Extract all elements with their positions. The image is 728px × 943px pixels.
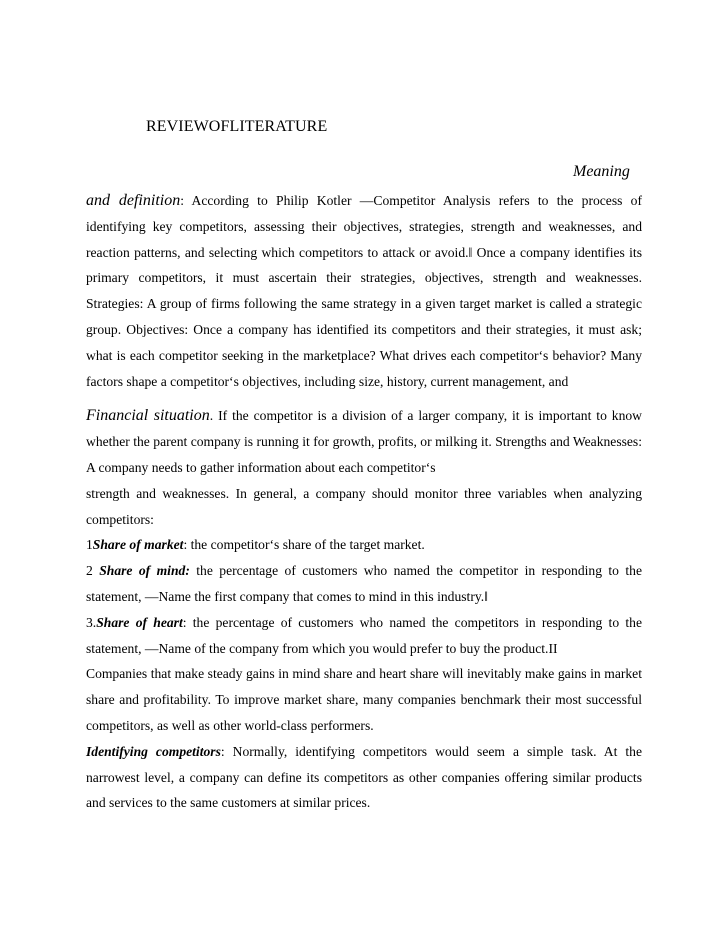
- item-text: the percentage of customers who named the competitor in responding to the statement, —Name the first company that comes to mind in this industry.‖: [86, 563, 642, 604]
- item-text: : the percentage of customers who named the competitors in responding to the statement, —Name of the company from which you would prefer to buy the product.II: [86, 614, 642, 656]
- item-number: 3.: [86, 614, 97, 630]
- item-number: 2: [86, 563, 100, 579]
- meaning-word: Meaning: [573, 163, 630, 180]
- paragraph-text: . If the competitor is a division of a larger company, it is important to know whether the parent company is running it for growth, profits, or milking it. Strengths and Weaknesses: A company needs to gather information about each competitor‘s: [86, 408, 643, 475]
- document-body: [86, 188, 642, 816]
- item-term: Identifying competitors: [86, 743, 221, 759]
- paragraph-text: : According to Philip Kotler —Competitor Analysis refers to the process of identifying key competitors, assessing their objectives, strategies, strength and weaknesses, and reaction patterns, and selecting which competitors to attack or avoid.‖ Once a company identifies its primary competitors, it must ascertain their strategies, objectives, strength and weaknesses. Strategies: A group of firms following the same strategy in a given target market is called a strategic group. Objectives: Once a company has identified its competitors and their strategies, it must ask; what is each competitor seeking in the marketplace? What drives each competitor‘s behavior? Many factors shape a competitor‘s objectives, including size, history, current management, and: [86, 193, 643, 389]
- item-term: Share of mind:: [99, 563, 190, 579]
- paragraph-financial: [86, 403, 642, 480]
- paragraph-definition: [86, 188, 642, 394]
- section-title: REVIEWOFLITERATURE: [146, 118, 328, 135]
- item-number: 1: [86, 537, 93, 553]
- item-term: Share of market: [92, 537, 184, 553]
- paragraph-identifying: [86, 739, 642, 816]
- item-term: Share of heart: [96, 614, 183, 630]
- paragraph-variables: strength and weaknesses. In general, a company should monitor three variables when analyzing competitors:: [86, 485, 642, 527]
- lead-phrase: Financial situation: [86, 407, 210, 425]
- list-item-share-of-mind: [86, 558, 642, 610]
- list-item-share-of-heart: [86, 610, 642, 662]
- list-item-share-of-market: [86, 532, 642, 558]
- paragraph-gains: Companies that make steady gains in mind share and heart share will inevitably make gains in market share and profitability. To improve market share, many companies benchmark their most successful competitors, as well as other world-class performers.: [86, 666, 642, 733]
- paragraph-text: : Normally, identifying competitors would seem a simple task. At the narrowest level, a company can define its competitors as other companies offering similar products and services to the same customers at similar prices.: [86, 743, 642, 811]
- lead-phrase: and definition: [86, 192, 181, 209]
- item-text: : the competitor‘s share of the target market.: [183, 537, 425, 553]
